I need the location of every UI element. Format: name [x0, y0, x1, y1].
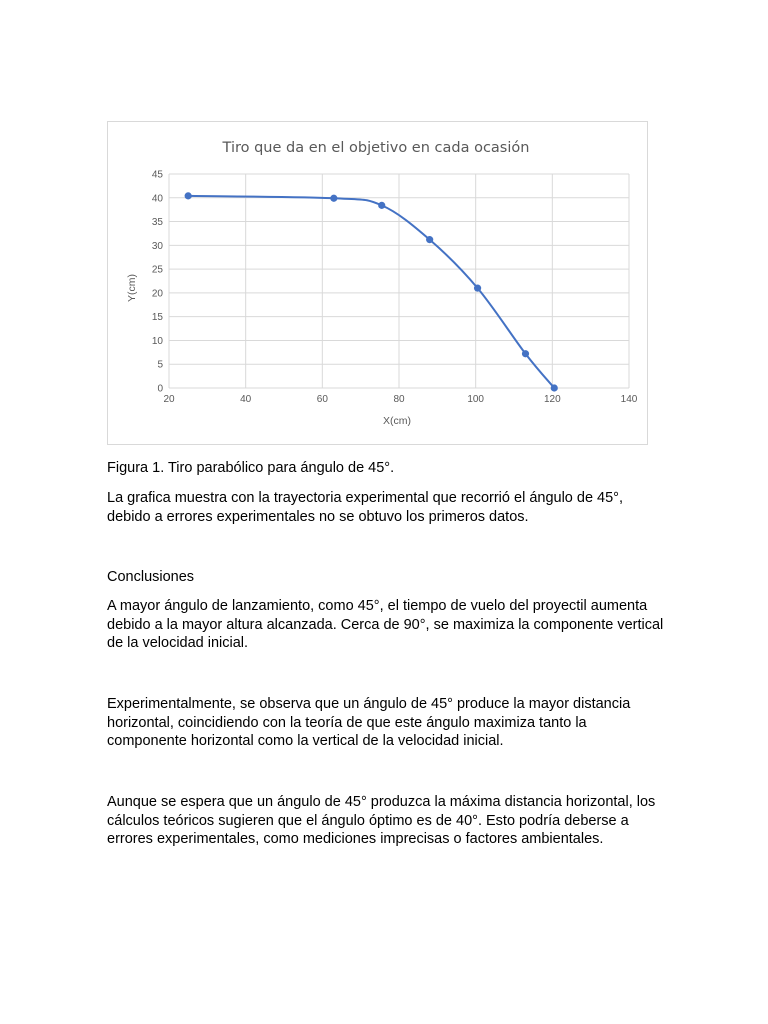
y-tick-label: 30	[151, 240, 163, 252]
data-point	[474, 285, 481, 292]
y-tick-label: 15	[151, 312, 163, 324]
x-tick-label: 20	[163, 394, 175, 405]
data-point	[522, 350, 529, 357]
x-tick-label: 80	[393, 394, 405, 405]
paragraph-conclusion-3: Aunque se espera que un ángulo de 45° produzca la máxima distancia horizontal, los cálculos teóricos sugieren que el ángulo óptimo es de 40°. Esto podría deberse a errores experimentales, como mediciones imprecisas o factores ambientales.	[107, 794, 656, 847]
y-tick-label: 25	[151, 264, 163, 276]
series-layer	[185, 192, 558, 391]
y-tick-label: 0	[157, 383, 163, 395]
data-point	[185, 192, 192, 199]
y-tick-label: 45	[151, 169, 163, 181]
paragraph-conclusion-1: A mayor ángulo de lanzamiento, como 45°, el tiempo de vuelo del proyectil aumenta debido a la mayor altura alcanzada. Cerca de 90°, se maximiza la componente vertical de la velocidad inicial.	[107, 598, 664, 651]
data-point	[551, 384, 558, 391]
chart-container	[107, 121, 648, 445]
x-tick-label: 40	[240, 394, 252, 405]
gridlines	[169, 174, 629, 388]
x-tick-label: 60	[316, 394, 328, 405]
y-tick-label: 5	[157, 359, 163, 371]
chart-title: Tiro que da en el objetivo en cada ocasión	[222, 140, 530, 156]
x-tick-label: 120	[543, 394, 561, 405]
y-tick-label: 35	[151, 217, 163, 229]
chart-svg	[108, 122, 649, 446]
x-tick-labels	[163, 394, 637, 405]
figure-caption: Figura 1. Tiro parabólico para ángulo de 45°.	[107, 460, 395, 476]
x-tick-label: 100	[467, 394, 485, 405]
y-tick-labels	[152, 170, 164, 395]
series-line	[188, 196, 554, 388]
y-tick-label: 10	[151, 335, 163, 347]
data-point	[378, 202, 385, 209]
y-tick-label: 20	[151, 288, 163, 300]
data-point	[330, 195, 337, 202]
conclusions-heading: Conclusiones	[107, 569, 195, 585]
paragraph-conclusion-2: Experimentalmente, se observa que un ángulo de 45° produce la mayor distancia horizontal, coincidiendo con la teoría de que este ángulo maximiza tanto la componente horizontal como la vertical de la velocidad inicial.	[107, 696, 631, 749]
x-tick-label: 140	[620, 394, 638, 405]
y-tick-label: 40	[151, 193, 163, 205]
paragraph-figure-description: La grafica muestra con la trayectoria experimental que recorrió el ángulo de 45°, debido a errores experimentales no se obtuvo los primeros datos.	[107, 490, 623, 525]
y-axis-title: Y(cm)	[126, 274, 138, 302]
x-axis-title: X(cm)	[383, 415, 411, 427]
data-point	[426, 236, 433, 243]
